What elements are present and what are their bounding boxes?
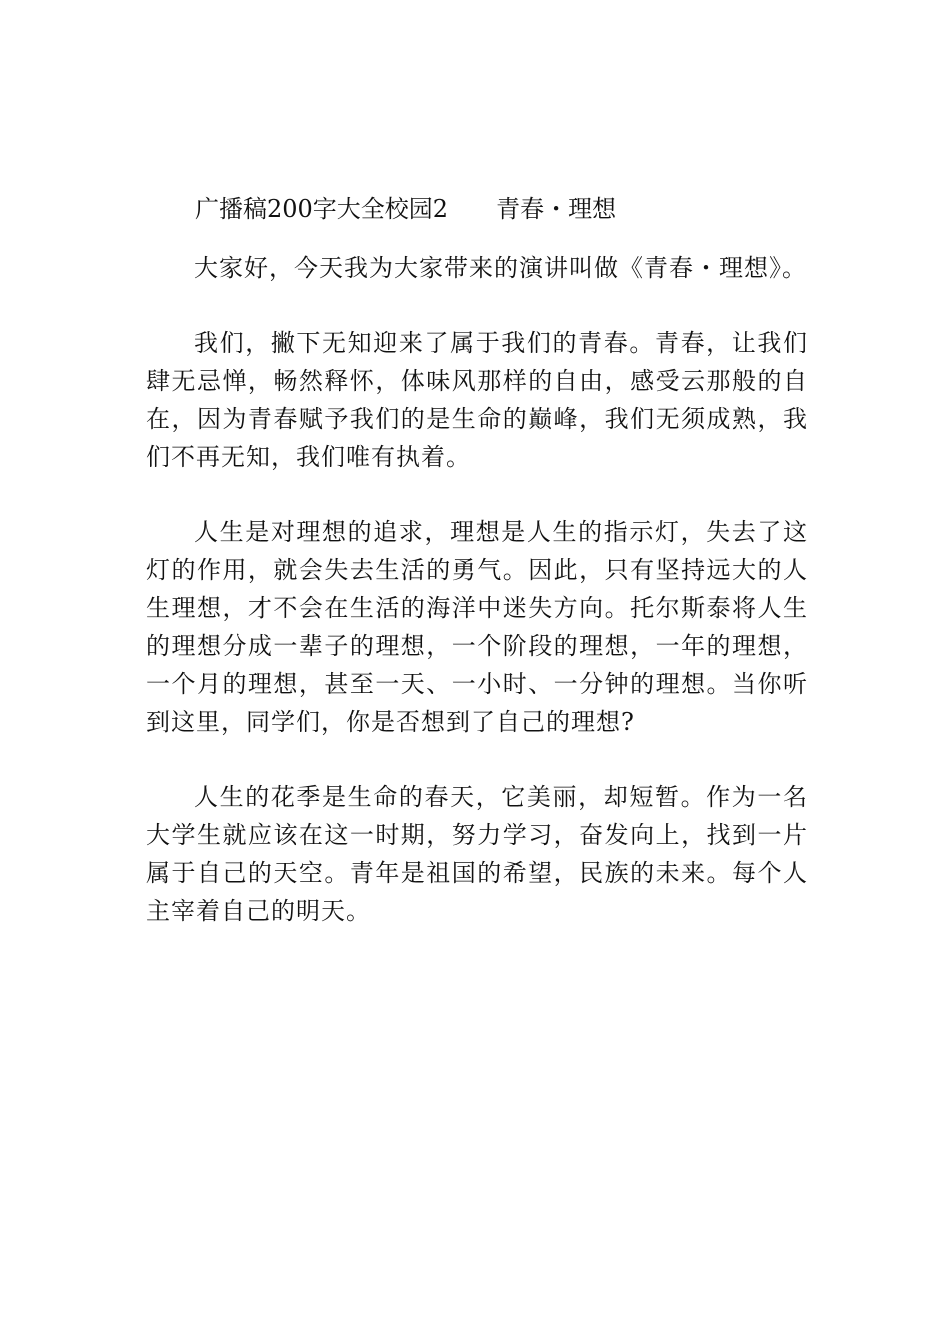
heading-title-left: 广播稿200字大全校园2 (195, 195, 449, 223)
heading-title-right: 青春・理想 (496, 195, 617, 223)
paragraph-greeting: 大家好，今天我为大家带来的演讲叫做《青春・理想》。 (194, 254, 807, 282)
document-body (146, 249, 808, 930)
paragraph-youth: 我们，撇下无知迎来了属于我们的青春。青春，让我们肆无忌惮，畅然释怀，体味风那样的自由，感受云那般的自在，因为青春赋予我们的是生命的巅峰，我们无须成熟，我们不再无知，我们唯有执着。 (146, 329, 808, 471)
paragraph-ideals: 人生是对理想的追求，理想是人生的指示灯，失去了这灯的作用，就会失去生活的勇气。因此，只有坚持远大的人生理想，才不会在生活的海洋中迷失方向。托尔斯泰将人生的理想分成一辈子的理想，一个阶段的理想，一年的理想，一个月的理想，甚至一天、一小时、一分钟的理想。当你听到这里，同学们，你是否想到了自己的理想? (146, 518, 808, 736)
document-heading (195, 192, 815, 226)
paragraph-spring: 人生的花季是生命的春天，它美丽，却短暂。作为一名大学生就应该在这一时期，努力学习，奋发向上，找到一片属于自己的天空。青年是祖国的希望，民族的未来。每个人主宰着自己的明天。 (146, 783, 808, 925)
